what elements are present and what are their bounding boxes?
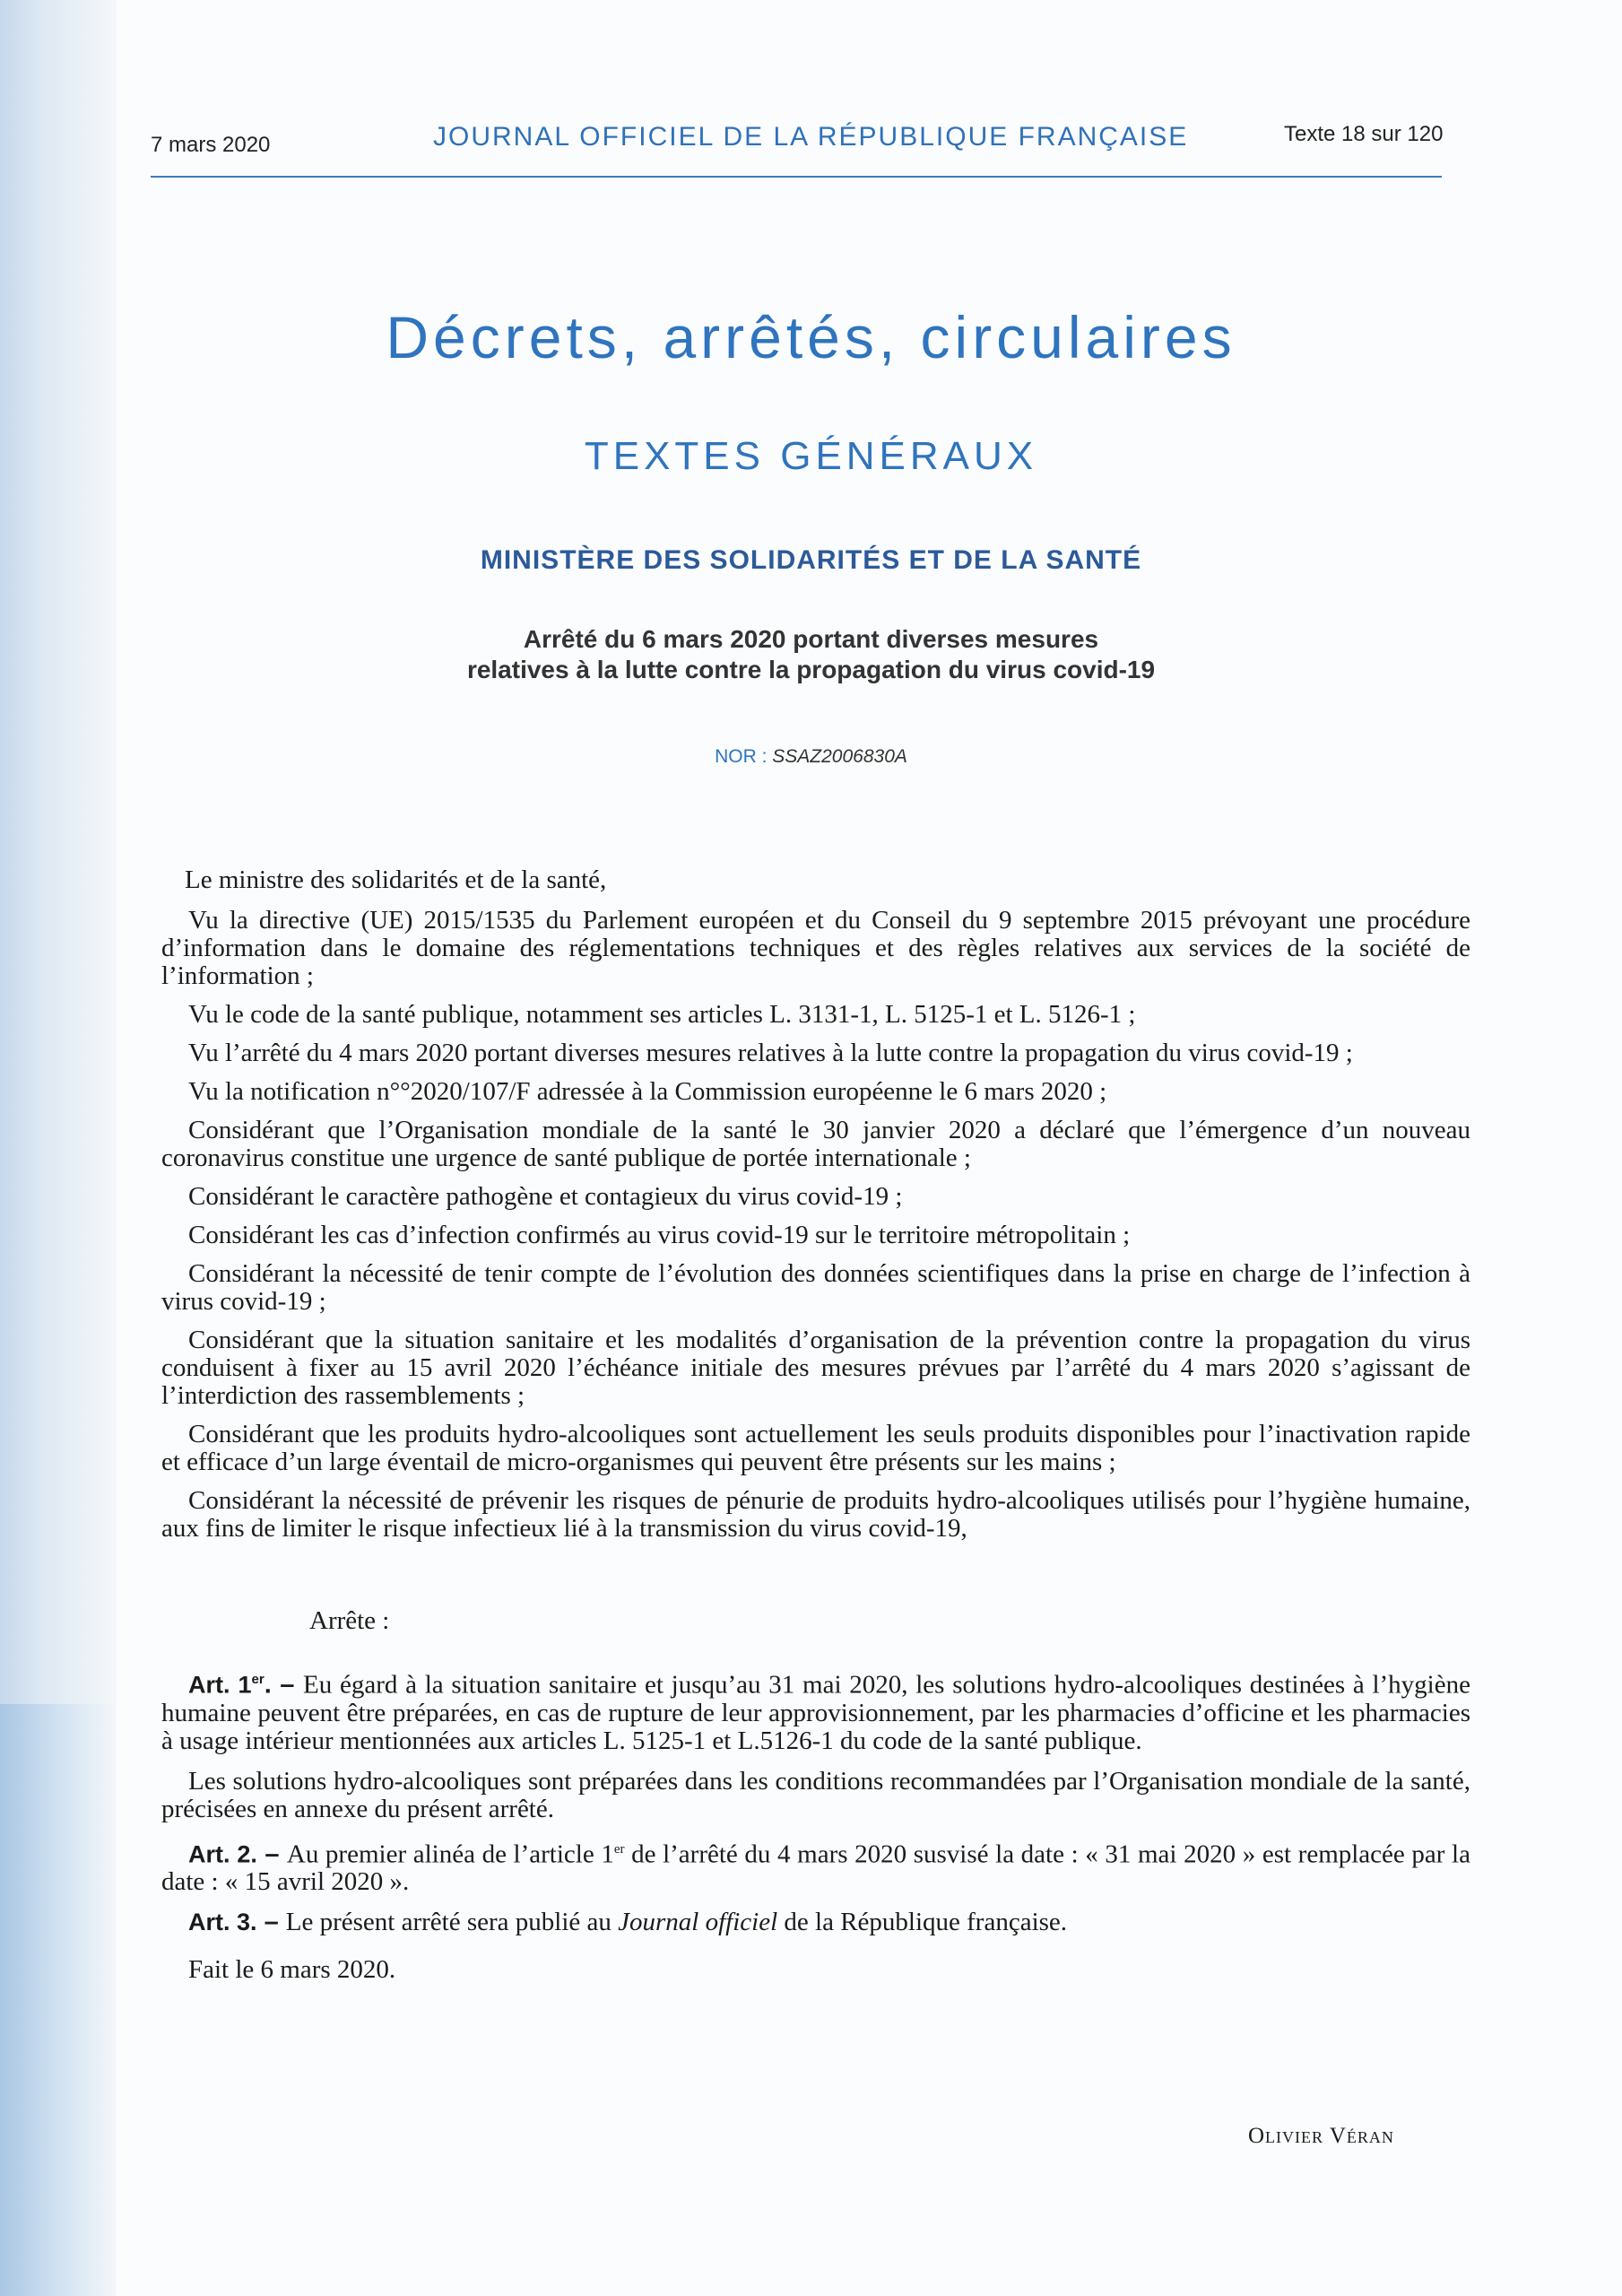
- signing-date: Fait le 6 mars 2020.: [188, 1955, 396, 1985]
- header-date: 7 mars 2020: [151, 133, 271, 157]
- preamble-paragraph: Vu la directive (UE) 2015/1535 du Parlement européen et du Conseil du 9 septembre 2015 prévoyant une procédure d’information dans le domaine des réglementations techniques et des règles relatives aux services de la société de l’information ;: [161, 906, 1470, 990]
- article-1-label: Art. 1: [188, 1671, 252, 1699]
- signature-name: Olivier Véran: [1248, 2124, 1394, 2148]
- preamble-paragraph: Considérant que les produits hydro-alcooliques sont actuellement les seuls produits disponibles pour l’inactivation rapide et efficace d’un large éventail de micro-organismes qui peuvent être présents sur les mains ;: [161, 1420, 1470, 1476]
- decree-title-line-2: relatives à la lutte contre la propagation du virus covid-19: [466, 656, 1156, 683]
- section-title: Décrets, arrêtés, circulaires: [386, 304, 1236, 370]
- article-2-label: Art. 2.: [188, 1840, 257, 1868]
- page-header: [0, 115, 1622, 169]
- scan-margin-shadow-lower: [0, 1704, 117, 2296]
- article-3: [161, 1909, 1470, 1936]
- nor-label: NOR :: [715, 746, 773, 767]
- arrete-heading: Arrête :: [309, 1606, 390, 1635]
- preamble-paragraph: Vu le code de la santé publique, notamment ses articles L. 3131-1, L. 5125-1 et L. 5126-1 ;: [188, 1000, 1136, 1029]
- preamble-paragraph: Vu la notification n°°2020/107/F adressée à la Commission européenne le 6 mars 2020 ;: [188, 1077, 1107, 1106]
- article-1-superscript: er: [251, 1672, 265, 1687]
- preamble-paragraph: Considérant que l’Organisation mondiale de la santé le 30 janvier 2020 a déclaré que l’émergence d’un nouveau coronavirus constitue une urgence de santé publique de portée internationale ;: [161, 1116, 1470, 1172]
- article-1-separator: . –: [264, 1670, 303, 1700]
- header-rule: [151, 176, 1442, 178]
- ministry-name: MINISTÈRE DES SOLIDARITÉS ET DE LA SANTÉ: [480, 545, 1142, 575]
- article-3-separator: –: [256, 1908, 286, 1937]
- decree-title: [0, 624, 1622, 685]
- preamble-paragraph: Considérant le caractère pathogène et contagieux du virus covid-19 ;: [188, 1182, 903, 1211]
- article-2: [161, 1836, 1470, 1897]
- decree-body: [161, 866, 1470, 1995]
- article-2-text-a: Au premier alinéa de l’article 1: [286, 1839, 614, 1869]
- preamble-paragraph: Considérant la nécessité de prévenir les risques de pénurie de produits hydro-alcooliques utilisés pour l’hygiène humaine, aux fins de limiter le risque infectieux lié à la transmission du virus covid-19,: [161, 1486, 1470, 1543]
- preamble-paragraph: Considérant la nécessité de tenir compte de l’évolution des données scientifiques dans la prise en charge de l’infection à virus covid-19 ;: [161, 1259, 1470, 1316]
- nor-reference: [0, 746, 1622, 768]
- preamble-paragraph: Vu l’arrêté du 4 mars 2020 portant diverses mesures relatives à la lutte contre la propagation du virus covid-19 ;: [188, 1039, 1353, 1067]
- article-1: [161, 1665, 1470, 1755]
- article-3-text-a: Le présent arrêté sera publié au: [285, 1908, 619, 1937]
- article-3-label: Art. 3.: [188, 1909, 257, 1936]
- article-2-separator: –: [256, 1839, 287, 1869]
- header-text-number: Texte 18 sur 120: [1284, 122, 1444, 146]
- article-3-italic: Journal officiel: [618, 1908, 778, 1937]
- nor-code: SSAZ2006830A: [772, 746, 907, 767]
- decree-title-line-1: Arrêté du 6 mars 2020 portant diverses mesures: [523, 625, 1099, 653]
- article-1-paragraph-2: Les solutions hydro-alcooliques sont préparées dans les conditions recommandées par l’Organisation mondiale de la santé, précisées en annexe du présent arrêté.: [161, 1766, 1470, 1823]
- article-1-text: Eu égard à la situation sanitaire et jusqu’au 31 mai 2020, les solutions hydro-alcooliques destinées à l’hygiène humaine peuvent être préparées, en cas de rupture de leur approvisionnement, par les pharmacies d’officine et les pharmacies à usage intérieur mentionnées aux articles L. 5125-1 et L.5126-1 du code de la santé publique.: [161, 1670, 1470, 1755]
- preamble-paragraph: Considérant les cas d’infection confirmés au virus covid-19 sur le territoire métropolitain ;: [188, 1221, 1131, 1249]
- preamble-minister: Le ministre des solidarités et de la santé,: [185, 865, 607, 894]
- article-3-text-b: de la République française.: [777, 1908, 1068, 1937]
- article-2-superscript: er: [613, 1841, 625, 1857]
- preamble-paragraph: Considérant que la situation sanitaire et les modalités d’organisation de la prévention contre la propagation du virus conduisent à fixer au 15 avril 2020 l’échéance initiale des mesures prévues par l’arrêté du 4 mars 2020 s’agissant de l’interdiction des rassemblements ;: [161, 1326, 1470, 1410]
- header-journal-name: JOURNAL OFFICIEL DE LA RÉPUBLIQUE FRANÇAISE: [433, 122, 1189, 152]
- section-subtitle: TEXTES GÉNÉRAUX: [584, 434, 1038, 478]
- article-2-text-b: de l’arrêté du 4 mars 2020 susvisé la date : « 31 mai 2020 » est remplacée par la date : « 15 avril 2020 ».: [161, 1839, 1470, 1897]
